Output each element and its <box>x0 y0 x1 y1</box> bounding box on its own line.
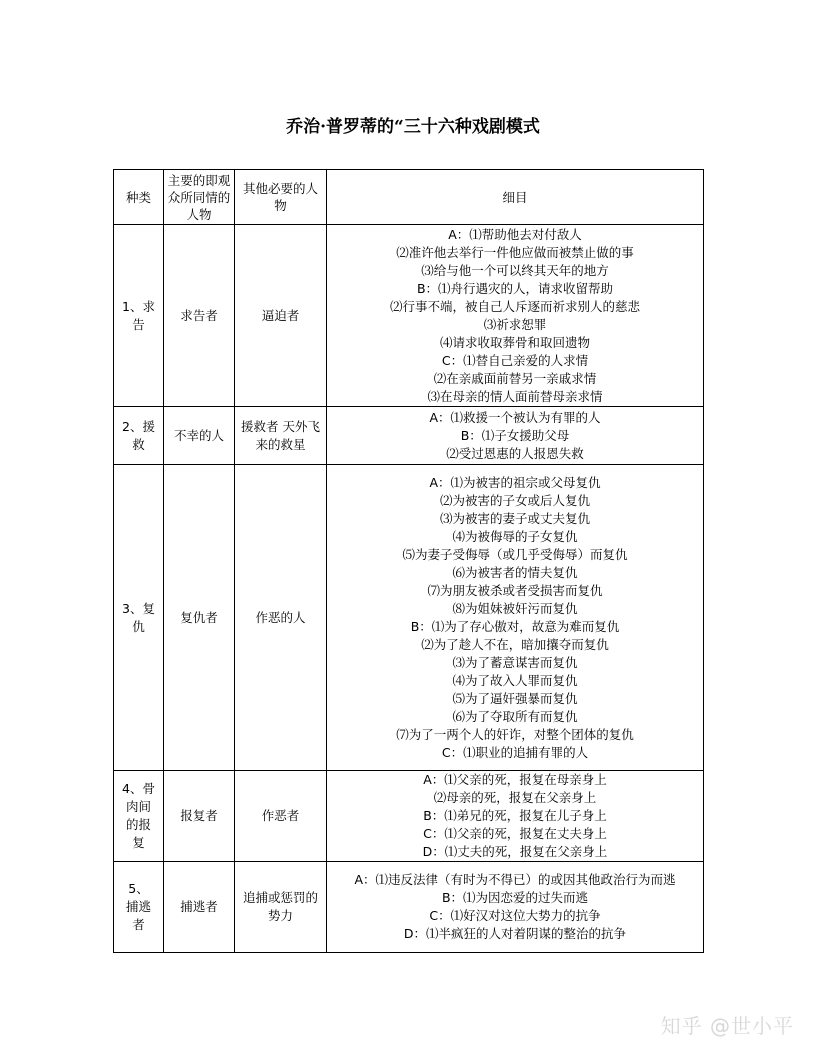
detail-line: C：⑴替自己亲爱的人求情 <box>441 352 589 368</box>
row-details-cell <box>327 862 704 953</box>
row-details-cell <box>327 225 704 407</box>
detail-line: ⑶为被害的妻子或丈夫复仇 <box>439 510 590 526</box>
row-kind-cell: 2、援救 <box>114 407 164 465</box>
detail-line: ⑵行事不端，被自己人斥逐而祈求别人的慈悲 <box>389 298 640 314</box>
detail-line: A：⑴救援一个被认为有罪的人 <box>429 409 601 425</box>
detail-line: ⑵受过恩惠的人报恩失救 <box>446 445 584 461</box>
row-main-character-cell: 报复者 <box>164 771 235 862</box>
header-kind: 种类 <box>114 170 164 225</box>
detail-line: ⑷为被侮辱的子女复仇 <box>452 528 578 544</box>
detail-line: A：⑴违反法律（有时为不得已）的或因其他政治行为而逃 <box>354 872 676 887</box>
detail-line: ⑶为了蓄意谋害而复仇 <box>452 654 578 670</box>
detail-line: D：⑴丈夫的死，报复在父亲身上 <box>422 844 608 859</box>
detail-line: ⑺为朋友被杀或者受损害而复仇 <box>427 582 603 598</box>
watermark: 知乎 @世小平 <box>660 1014 794 1038</box>
detail-line: D：⑴半疯狂的人对着阴谋的整治的抗争 <box>403 926 627 941</box>
row-details-cell <box>327 465 704 771</box>
detail-line: ⑶祈求恕罪 <box>483 316 547 332</box>
detail-line: ⑶在母亲的情人面前替母亲求情 <box>427 388 603 404</box>
detail-line: ⑵母亲的死，报复在父亲身上 <box>433 790 597 805</box>
header-details: 细目 <box>327 170 704 225</box>
table-row <box>114 771 704 862</box>
detail-line: ⑵为被害的子女或后人复仇 <box>439 492 590 508</box>
detail-line: ⑷为了故入人罪而复仇 <box>452 672 578 688</box>
row-other-characters-cell: 作恶者 <box>235 771 327 862</box>
row-other-characters-cell: 援救者 天外飞来的救星 <box>235 407 327 465</box>
header-main-character: 主要的即观众所同情的人物 <box>164 170 235 225</box>
row-details-cell <box>327 407 704 465</box>
page-title: 乔治·普罗蒂的“三十六种戏剧模式 <box>286 117 540 137</box>
table-row <box>114 862 704 953</box>
detail-line: ⑵准许他去举行一件他应做而被禁止做的事 <box>396 244 634 260</box>
detail-line: C：⑴职业的追捕有罪的人 <box>441 744 589 760</box>
detail-line: ⑵在亲戚面前替另一亲戚求情 <box>433 370 597 386</box>
detail-line: B：⑴为了存心傲对，故意为难而复仇 <box>410 618 620 634</box>
row-main-character-cell: 捕逃者 <box>164 862 235 953</box>
detail-line: ⑶给与他一个可以终其天年的地方 <box>421 262 609 278</box>
row-kind-cell: 1、求告 <box>114 225 164 407</box>
row-kind-cell: 3、复仇 <box>114 465 164 771</box>
detail-line: A：⑴父亲的死，报复在母亲身上 <box>423 772 607 787</box>
detail-line: B：⑴舟行遇灾的人，请求收留帮助 <box>416 280 614 296</box>
table-row <box>114 407 704 465</box>
detail-line: ⑹为了夺取所有而复仇 <box>452 708 578 724</box>
detail-line: ⑺为了一两个人的奸诈，对整个团体的复仇 <box>396 726 634 742</box>
row-kind-cell: 5、捕逃者 <box>114 862 164 953</box>
row-main-character-cell: 不幸的人 <box>164 407 235 465</box>
header-other-characters: 其他必要的人物 <box>235 170 327 225</box>
detail-line: ⑵为了趁人不在，暗加攘夺而复仇 <box>421 636 609 652</box>
detail-line: ⑹为被害者的情夫复仇 <box>452 564 578 580</box>
row-details-cell <box>327 771 704 862</box>
detail-line: ⑷请求收取葬骨和取回遗物 <box>439 334 590 350</box>
detail-line: ⑸为了逼奸强暴而复仇 <box>452 690 578 706</box>
detail-line: C：⑴父亲的死，报复在丈夫身上 <box>423 826 607 841</box>
detail-line: A：⑴为被害的祖宗或父母复仇 <box>429 474 601 490</box>
table-row <box>114 225 704 407</box>
detail-line: B：⑴为因恋爱的过失而逃 <box>441 890 589 905</box>
row-kind-cell: 4、骨肉间的报复 <box>114 771 164 862</box>
detail-line: ⑸为妻子受侮辱（或几乎受侮辱）而复仇 <box>402 546 628 562</box>
detail-line: C：⑴好汉对这位大势力的抗争 <box>429 908 601 923</box>
row-other-characters-cell: 逼迫者 <box>235 225 327 407</box>
detail-line: A：⑴帮助他去对付敌人 <box>448 226 582 242</box>
table-header-row <box>114 170 704 225</box>
detail-line: ⑻为姐妹被奸污而复仇 <box>452 600 578 616</box>
dramatic-situations-table <box>113 169 704 953</box>
row-other-characters-cell: 作恶的人 <box>235 465 327 771</box>
row-other-characters-cell: 追捕或惩罚的势力 <box>235 862 327 953</box>
row-main-character-cell: 复仇者 <box>164 465 235 771</box>
detail-line: B：⑴子女援助父母 <box>460 427 570 443</box>
table-body <box>114 225 704 953</box>
detail-line: B：⑴弟兄的死，报复在儿子身上 <box>423 808 607 823</box>
table-row <box>114 465 704 771</box>
row-main-character-cell: 求告者 <box>164 225 235 407</box>
